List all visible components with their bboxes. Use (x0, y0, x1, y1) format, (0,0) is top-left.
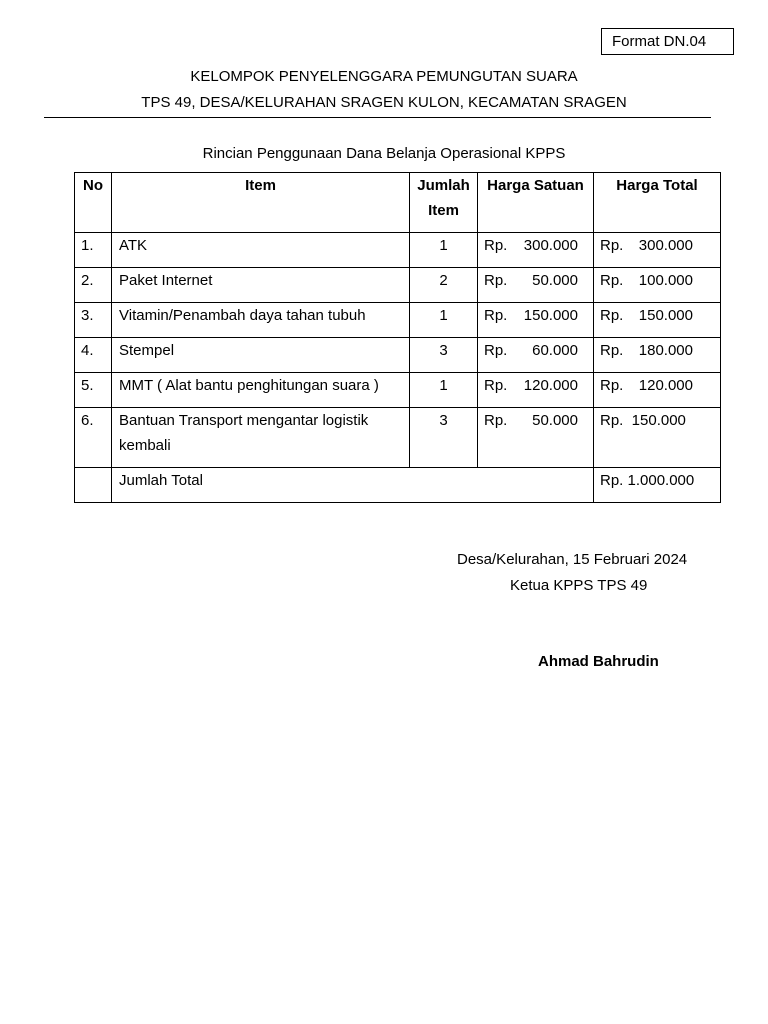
total-price-value: 180.000 (638, 342, 693, 359)
table-row (75, 373, 721, 408)
row-unit-price (478, 233, 594, 268)
row-unit-price (478, 373, 594, 408)
header-qty-line2: Item (428, 202, 459, 219)
total-price-value: 150.000 (638, 307, 693, 324)
row-item: Vitamin/Penambah daya tahan tubuh (112, 303, 410, 338)
unit-price-value: 300.000 (523, 237, 578, 254)
row-qty: 2 (410, 268, 478, 303)
row-qty: 1 (410, 303, 478, 338)
header-no: No (75, 173, 112, 233)
currency-label: Rp. (600, 307, 624, 324)
unit-price-value: 120.000 (523, 377, 578, 394)
table-row (75, 303, 721, 338)
unit-price-value: 60.000 (532, 342, 578, 359)
row-no: 6. (75, 408, 112, 468)
unit-price-value: 50.000 (532, 272, 578, 289)
table-row (75, 233, 721, 268)
row-unit-price (478, 408, 594, 468)
row-qty: 1 (410, 373, 478, 408)
total-price-value: 120.000 (638, 377, 693, 394)
row-no: 3. (75, 303, 112, 338)
row-qty: 1 (410, 233, 478, 268)
total-row-empty-cell (75, 468, 112, 503)
currency-label: Rp. (600, 342, 624, 359)
currency-label: Rp. (484, 272, 508, 289)
total-price-value: 100.000 (638, 272, 693, 289)
row-qty: 3 (410, 338, 478, 373)
row-item: ATK (112, 233, 410, 268)
currency-label: Rp. (484, 307, 508, 324)
row-item: Bantuan Transport mengantar logistik kembali (112, 408, 410, 468)
header-total-price: Harga Total (594, 173, 721, 233)
currency-label: Rp. (484, 342, 508, 359)
row-unit-price (478, 338, 594, 373)
expense-table (74, 172, 721, 503)
currency-label: Rp. (600, 237, 624, 254)
table-header-row (75, 173, 721, 233)
currency-label: Rp. (484, 412, 508, 429)
currency-label: Rp. (600, 377, 624, 394)
document-subtitle: Rincian Penggunaan Dana Belanja Operasional KPPS (202, 145, 566, 162)
row-unit-price (478, 303, 594, 338)
row-item: MMT ( Alat bantu penghitungan suara ) (112, 373, 410, 408)
row-item: Paket Internet (112, 268, 410, 303)
header-qty-line1: Jumlah (417, 177, 470, 194)
header-qty (410, 173, 478, 233)
table-total-row (75, 468, 721, 503)
row-no: 1. (75, 233, 112, 268)
row-total-price: Rp. 150.000 (594, 408, 721, 468)
total-price-value: 300.000 (638, 237, 693, 254)
table-row (75, 268, 721, 303)
currency-label: Rp. (600, 272, 624, 289)
row-total-price (594, 338, 721, 373)
signature-name: Ahmad Bahrudin (538, 653, 659, 670)
row-no: 2. (75, 268, 112, 303)
signature-place-date: Desa/Kelurahan, 15 Februari 2024 (457, 551, 688, 568)
currency-label: Rp. (484, 237, 508, 254)
format-label: Format DN.04 (601, 28, 734, 55)
total-value: Rp. 1.000.000 (594, 468, 721, 503)
signature-role: Ketua KPPS TPS 49 (510, 577, 648, 594)
header-item: Item (112, 173, 410, 233)
row-total-price (594, 233, 721, 268)
row-unit-price (478, 268, 594, 303)
row-qty: 3 (410, 408, 478, 468)
row-total-price (594, 373, 721, 408)
header-divider (44, 117, 711, 118)
table-row (75, 408, 721, 468)
row-total-price (594, 268, 721, 303)
header-unit-price: Harga Satuan (478, 173, 594, 233)
row-no: 5. (75, 373, 112, 408)
row-total-price (594, 303, 721, 338)
unit-price-value: 150.000 (523, 307, 578, 324)
header-location: TPS 49, DESA/KELURAHAN SRAGEN KULON, KECAMATAN SRAGEN (141, 94, 627, 111)
unit-price-value: 50.000 (532, 412, 578, 429)
table-row (75, 338, 721, 373)
total-label: Jumlah Total (112, 468, 594, 503)
row-item: Stempel (112, 338, 410, 373)
currency-label: Rp. (484, 377, 508, 394)
row-no: 4. (75, 338, 112, 373)
header-organization: KELOMPOK PENYELENGGARA PEMUNGUTAN SUARA (190, 68, 578, 85)
